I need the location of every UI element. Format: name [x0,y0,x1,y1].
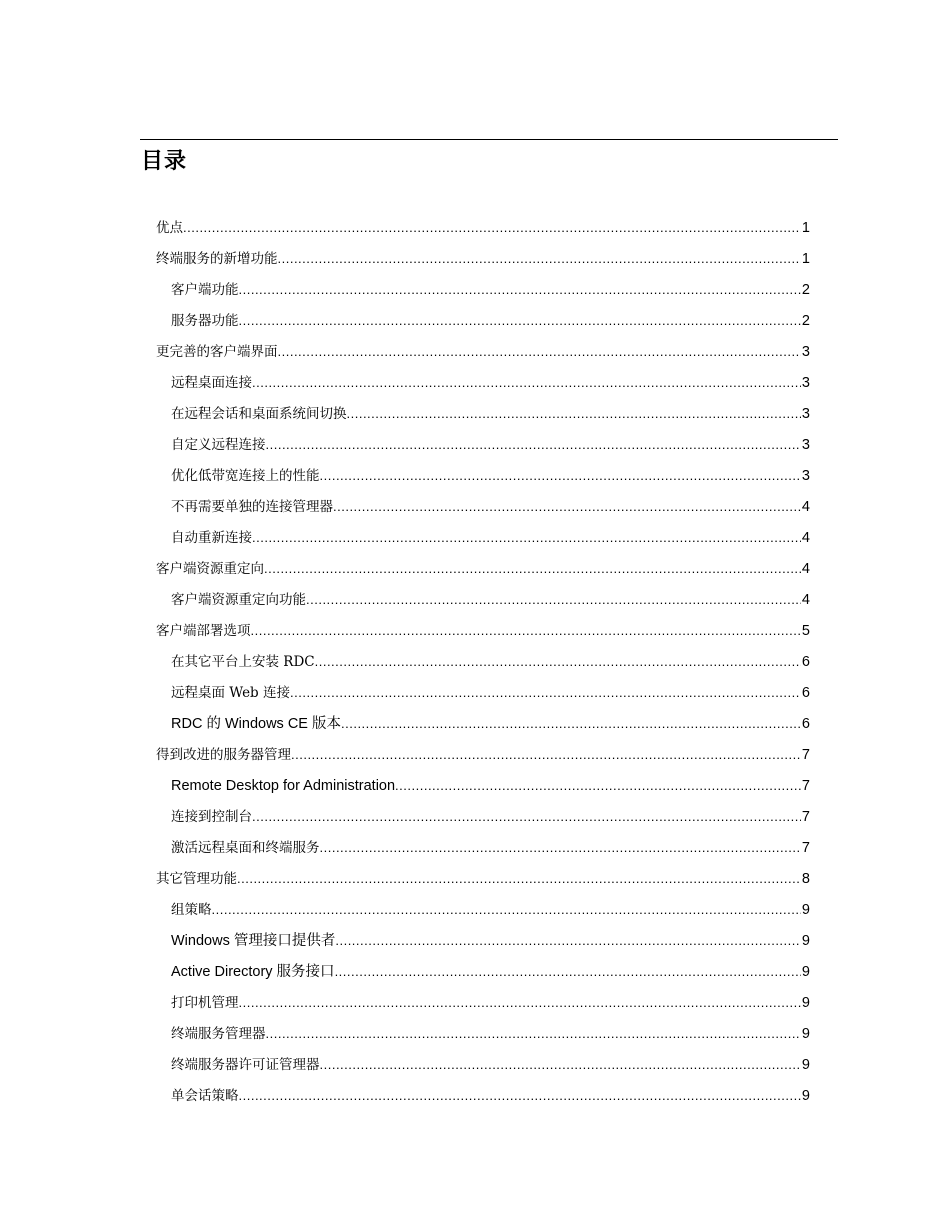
toc-page-number: 3 [801,406,810,422]
toc-dot-leader [335,956,801,987]
toc-page-number: 3 [801,468,810,484]
toc-entry-label: Remote Desktop for Administration [171,778,396,794]
toc-dot-leader [252,801,801,832]
toc-entry-label: 服务器功能 [171,313,239,329]
toc-entry-label: 优点 [156,220,183,236]
toc-page-number: 9 [801,1057,810,1073]
toc-dot-leader [315,646,801,677]
toc-page-number: 3 [801,437,810,453]
toc-page-number: 7 [801,840,810,856]
toc-entry[interactable] [156,925,810,956]
toc-entry[interactable] [156,274,810,305]
toc-entry[interactable] [156,1049,810,1080]
toc-dot-leader [239,305,801,336]
toc-page-number: 1 [801,251,810,267]
toc-page-number: 4 [801,561,810,577]
toc-page-number: 7 [801,747,810,763]
toc-entry-label: 打印机管理 [171,995,239,1011]
toc-page-number: 4 [801,499,810,515]
toc-entry-label: 在远程会话和桌面系统间切换 [171,406,347,422]
toc-entry[interactable] [156,553,810,584]
toc-page-number: 6 [801,685,810,701]
toc-entry[interactable] [156,894,810,925]
toc-dot-leader [347,398,801,429]
toc-page-number: 9 [801,1088,810,1104]
toc-dot-leader [239,274,801,305]
toc-dot-leader [341,708,801,739]
toc-page-number: 7 [801,778,810,794]
toc-entry-label: 组策略 [171,902,212,918]
toc-dot-leader [278,243,801,274]
toc-page-number: 2 [801,282,810,298]
toc-list [156,212,810,1111]
toc-page-number: 3 [801,344,810,360]
toc-page-number: 8 [801,871,810,887]
toc-entry-label: 终端服务器许可证管理器 [171,1057,320,1073]
toc-entry[interactable] [156,212,810,243]
toc-entry-label: 不再需要单独的连接管理器 [171,499,333,515]
toc-entry-label: 客户端功能 [171,282,239,298]
toc-entry[interactable] [156,1080,810,1111]
toc-page-number: 5 [801,623,810,639]
toc-dot-leader [291,739,801,770]
toc-dot-leader [278,336,801,367]
toc-entry-label: 得到改进的服务器管理 [156,747,291,763]
toc-dot-leader [266,429,801,460]
toc-entry-label: 终端服务的新增功能 [156,251,278,267]
toc-title: 目录 [141,149,188,174]
toc-entry-label: 远程桌面连接 [171,375,252,391]
toc-dot-leader [251,615,801,646]
toc-entry-label: 客户端部署选项 [156,623,251,639]
toc-page-number: 4 [801,592,810,608]
toc-entry[interactable] [156,429,810,460]
toc-entry[interactable] [156,522,810,553]
toc-dot-leader [306,584,801,615]
toc-dot-leader [252,522,801,553]
toc-entry-label: 客户端资源重定向功能 [171,592,306,608]
toc-entry-label: 单会话策略 [171,1088,239,1104]
toc-entry[interactable] [156,987,810,1018]
toc-entry[interactable] [156,801,810,832]
toc-dot-leader [395,770,801,801]
toc-dot-leader [266,1018,801,1049]
toc-entry[interactable] [156,584,810,615]
toc-dot-leader [320,1049,801,1080]
toc-entry-label: 远程桌面 Web 连接 [171,685,290,701]
toc-entry-label: 更完善的客户端界面 [156,344,278,360]
toc-entry[interactable] [156,243,810,274]
toc-entry[interactable] [156,770,810,801]
toc-dot-leader [320,460,801,491]
toc-dot-leader [335,925,801,956]
toc-entry-label: 终端服务管理器 [171,1026,266,1042]
toc-dot-leader [237,863,801,894]
toc-entry[interactable] [156,646,810,677]
toc-page-number: 9 [801,964,810,980]
toc-entry[interactable] [156,832,810,863]
toc-entry-label: 自定义远程连接 [171,437,266,453]
header-rule [140,139,838,140]
toc-entry[interactable] [156,460,810,491]
toc-page-number: 9 [801,1026,810,1042]
toc-entry[interactable] [156,677,810,708]
toc-entry-label: 客户端资源重定向 [156,561,264,577]
toc-page-number: 3 [801,375,810,391]
toc-entry[interactable] [156,336,810,367]
toc-entry-label: 其它管理功能 [156,871,237,887]
toc-entry[interactable] [156,1018,810,1049]
toc-dot-leader [264,553,801,584]
toc-page-number: 4 [801,530,810,546]
toc-entry-label: RDC 的 Windows CE 版本 [171,716,341,732]
toc-entry-label: Active Directory 服务接口 [171,964,335,980]
toc-entry[interactable] [156,398,810,429]
toc-entry[interactable] [156,491,810,522]
toc-dot-leader [183,212,801,243]
toc-dot-leader [333,491,801,522]
toc-entry-label: 自动重新连接 [171,530,252,546]
toc-page-number: 7 [801,809,810,825]
toc-entry[interactable] [156,708,810,739]
toc-page-number: 6 [801,654,810,670]
toc-page-number: 9 [801,902,810,918]
toc-entry[interactable] [156,305,810,336]
toc-entry-label: 连接到控制台 [171,809,252,825]
toc-page-number: 9 [801,995,810,1011]
toc-page-number: 2 [801,313,810,329]
toc-dot-leader [252,367,801,398]
toc-page-number: 6 [801,716,810,732]
toc-entry[interactable] [156,367,810,398]
toc-entry[interactable] [156,863,810,894]
toc-dot-leader [320,832,801,863]
toc-entry[interactable] [156,739,810,770]
toc-entry-label: Windows 管理接口提供者 [171,933,336,949]
toc-dot-leader [239,1080,801,1111]
toc-page-number: 9 [801,933,810,949]
toc-dot-leader [290,677,801,708]
toc-entry[interactable] [156,956,810,987]
toc-entry[interactable] [156,615,810,646]
toc-dot-leader [212,894,801,925]
toc-entry-label: 优化低带宽连接上的性能 [171,468,320,484]
toc-page-number: 1 [801,220,810,236]
toc-entry-label: 在其它平台上安装 RDC [171,654,315,670]
toc-entry-label: 激活远程桌面和终端服务 [171,840,320,856]
toc-dot-leader [239,987,801,1018]
